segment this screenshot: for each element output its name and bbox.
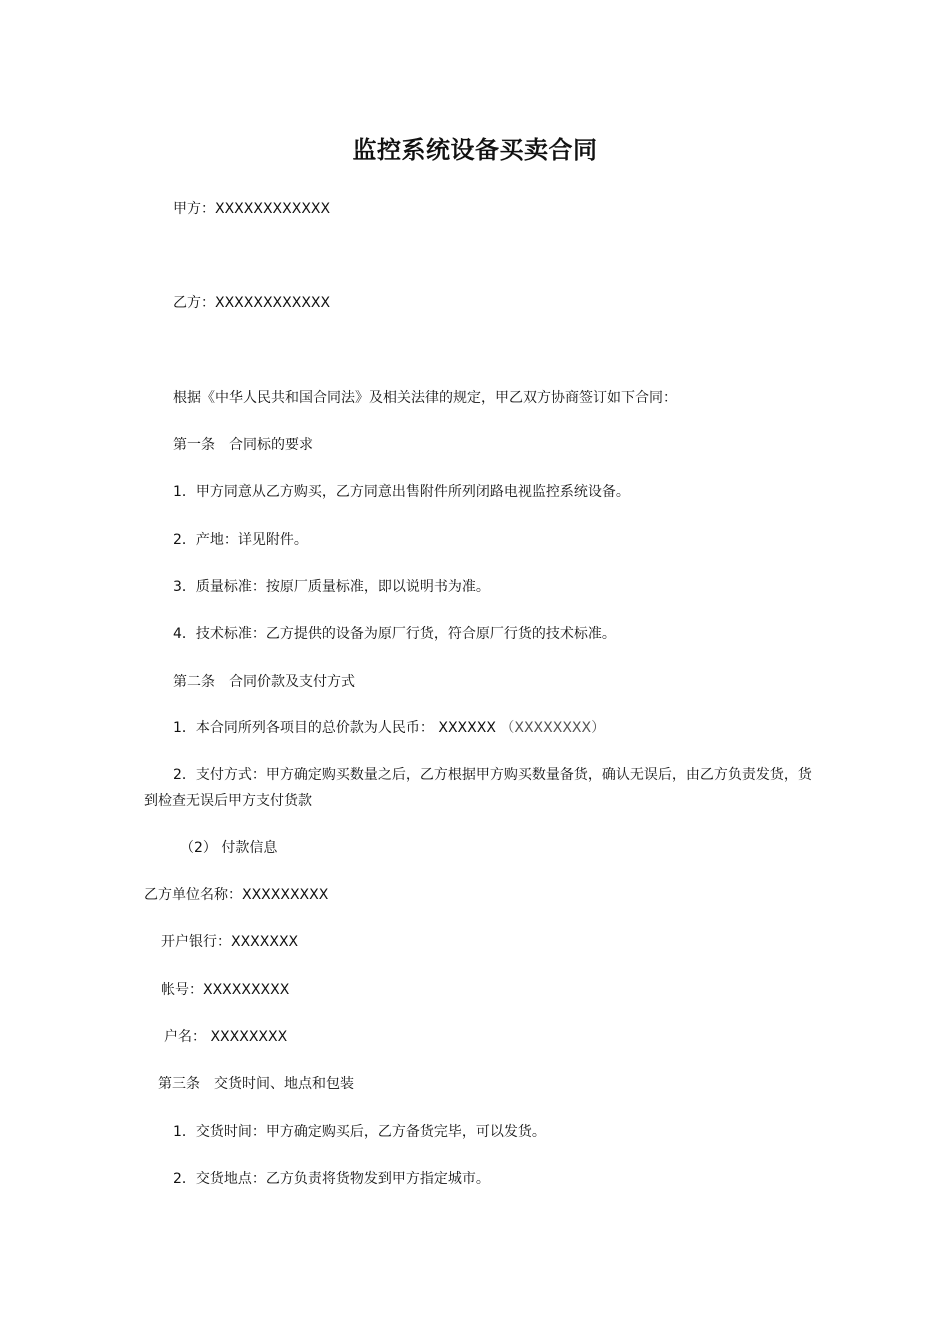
article-1-number: 第一条 xyxy=(173,437,215,453)
payment-info-heading: （2） 付款信息 xyxy=(180,840,278,856)
payee-account: 帐号：XXXXXXXXX xyxy=(161,982,290,998)
article-3-heading xyxy=(158,1074,354,1094)
article-2-title: 合同价款及支付方式 xyxy=(229,674,355,690)
article-3-item-1: 1．交货时间：甲方确定购买后，乙方备货完毕，可以发货。 xyxy=(173,1124,546,1140)
article-1-item-1: 1．甲方同意从乙方购买，乙方同意出售附件所列闭路电视监控系统设备。 xyxy=(173,484,630,500)
total-price-amount-upper: （XXXXXXXX） xyxy=(500,720,606,736)
contract-title: 监控系统设备买卖合同 xyxy=(352,136,598,164)
payee-name: 乙方单位名称：XXXXXXXXX xyxy=(144,887,329,903)
article-1-item-3: 3．质量标准：按原厂质量标准，即以说明书为准。 xyxy=(173,579,490,595)
article-2-heading xyxy=(173,672,355,692)
party-b: 乙方：XXXXXXXXXXXX xyxy=(173,295,331,311)
total-price-label: 1．本合同所列各项目的总价款为人民币： xyxy=(173,720,434,736)
payee-account-name: 户名： XXXXXXXX xyxy=(164,1029,288,1045)
article-3-title: 交货时间、地点和包装 xyxy=(214,1076,354,1092)
article-1-item-2: 2．产地：详见附件。 xyxy=(173,532,308,548)
party-a: 甲方：XXXXXXXXXXXX xyxy=(173,201,331,217)
total-price-amount: XXXXXX xyxy=(438,720,496,736)
article-3-number: 第三条 xyxy=(158,1076,200,1092)
article-2-item-1 xyxy=(173,718,605,738)
article-3-item-2: 2．交货地点：乙方负责将货物发到甲方指定城市。 xyxy=(173,1171,490,1187)
preamble: 根据《中华人民共和国合同法》及相关法律的规定，甲乙双方协商签订如下合同： xyxy=(173,390,677,406)
article-2-number: 第二条 xyxy=(173,674,215,690)
article-1-title: 合同标的要求 xyxy=(229,437,313,453)
article-2-item-2: 2．支付方式：甲方确定购买数量之后，乙方根据甲方购买数量备货，确认无误后，由乙方负责发货，货到检查无误后甲方支付货款 xyxy=(144,767,812,809)
article-1-item-4: 4．技术标准：乙方提供的设备为原厂行货，符合原厂行货的技术标准。 xyxy=(173,626,616,642)
payee-bank: 开户银行：XXXXXXX xyxy=(161,934,299,950)
article-1-heading xyxy=(173,435,313,455)
